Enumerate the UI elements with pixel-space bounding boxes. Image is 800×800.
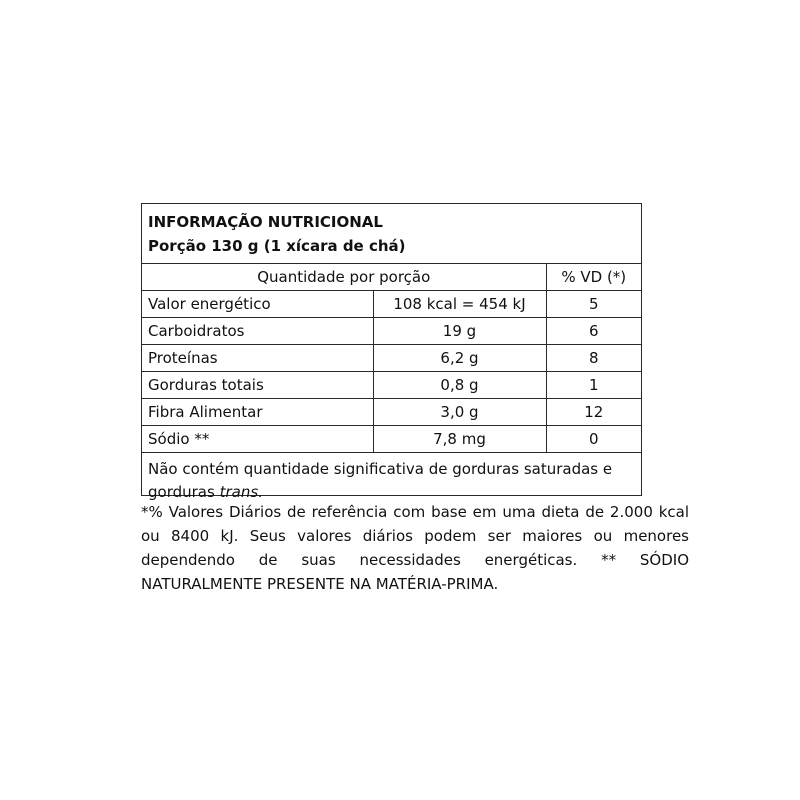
daily-value-header: % VD (*) bbox=[546, 264, 641, 291]
nutrient-name: Sódio ** bbox=[142, 426, 373, 453]
nutrient-daily-value: 5 bbox=[546, 291, 641, 318]
table-row bbox=[142, 345, 641, 372]
table-row bbox=[142, 426, 641, 453]
label-title: INFORMAÇÃO NUTRICIONAL bbox=[148, 213, 383, 231]
footnote: *% Valores Diários de referência com base em uma dieta de 2.000 kcal ou 8400 kJ. Seus valores diários podem ser maiores ou menores dependendo de suas necessidades energéticas. ** SÓDIO NATURALMENTE PRESENTE NA MATÉRIA-PRIMA. bbox=[141, 503, 689, 593]
nutrient-table bbox=[142, 264, 641, 453]
table-row bbox=[142, 399, 641, 426]
quantity-header: Quantidade por porção bbox=[142, 264, 546, 291]
trans-fat-note-text: Não contém quantidade significativa de gorduras saturadas e gorduras bbox=[148, 460, 613, 501]
nutrition-facts-label bbox=[141, 203, 642, 501]
trans-fat-note-italic: trans. bbox=[219, 483, 263, 501]
nutrient-name: Fibra Alimentar bbox=[142, 399, 373, 426]
serving-size: Porção 130 g (1 xícara de chá) bbox=[148, 237, 406, 255]
nutrient-amount: 7,8 mg bbox=[373, 426, 546, 453]
table-row bbox=[142, 318, 641, 345]
nutrient-amount: 3,0 g bbox=[373, 399, 546, 426]
nutrient-daily-value: 6 bbox=[546, 318, 641, 345]
nutrient-name: Valor energético bbox=[142, 291, 373, 318]
nutrient-daily-value: 1 bbox=[546, 372, 641, 399]
label-header bbox=[142, 204, 641, 264]
table-header-row bbox=[142, 264, 641, 291]
nutrient-amount: 19 g bbox=[373, 318, 546, 345]
table-row bbox=[142, 372, 641, 399]
nutrient-daily-value: 12 bbox=[546, 399, 641, 426]
trans-fat-note bbox=[142, 453, 641, 504]
nutrient-name: Gorduras totais bbox=[142, 372, 373, 399]
nutrient-amount: 0,8 g bbox=[373, 372, 546, 399]
table-row bbox=[142, 291, 641, 318]
nutrient-name: Carboidratos bbox=[142, 318, 373, 345]
nutrient-daily-value: 0 bbox=[546, 426, 641, 453]
nutrient-name: Proteínas bbox=[142, 345, 373, 372]
nutrient-amount: 6,2 g bbox=[373, 345, 546, 372]
nutrient-amount: 108 kcal = 454 kJ bbox=[373, 291, 546, 318]
nutrient-daily-value: 8 bbox=[546, 345, 641, 372]
